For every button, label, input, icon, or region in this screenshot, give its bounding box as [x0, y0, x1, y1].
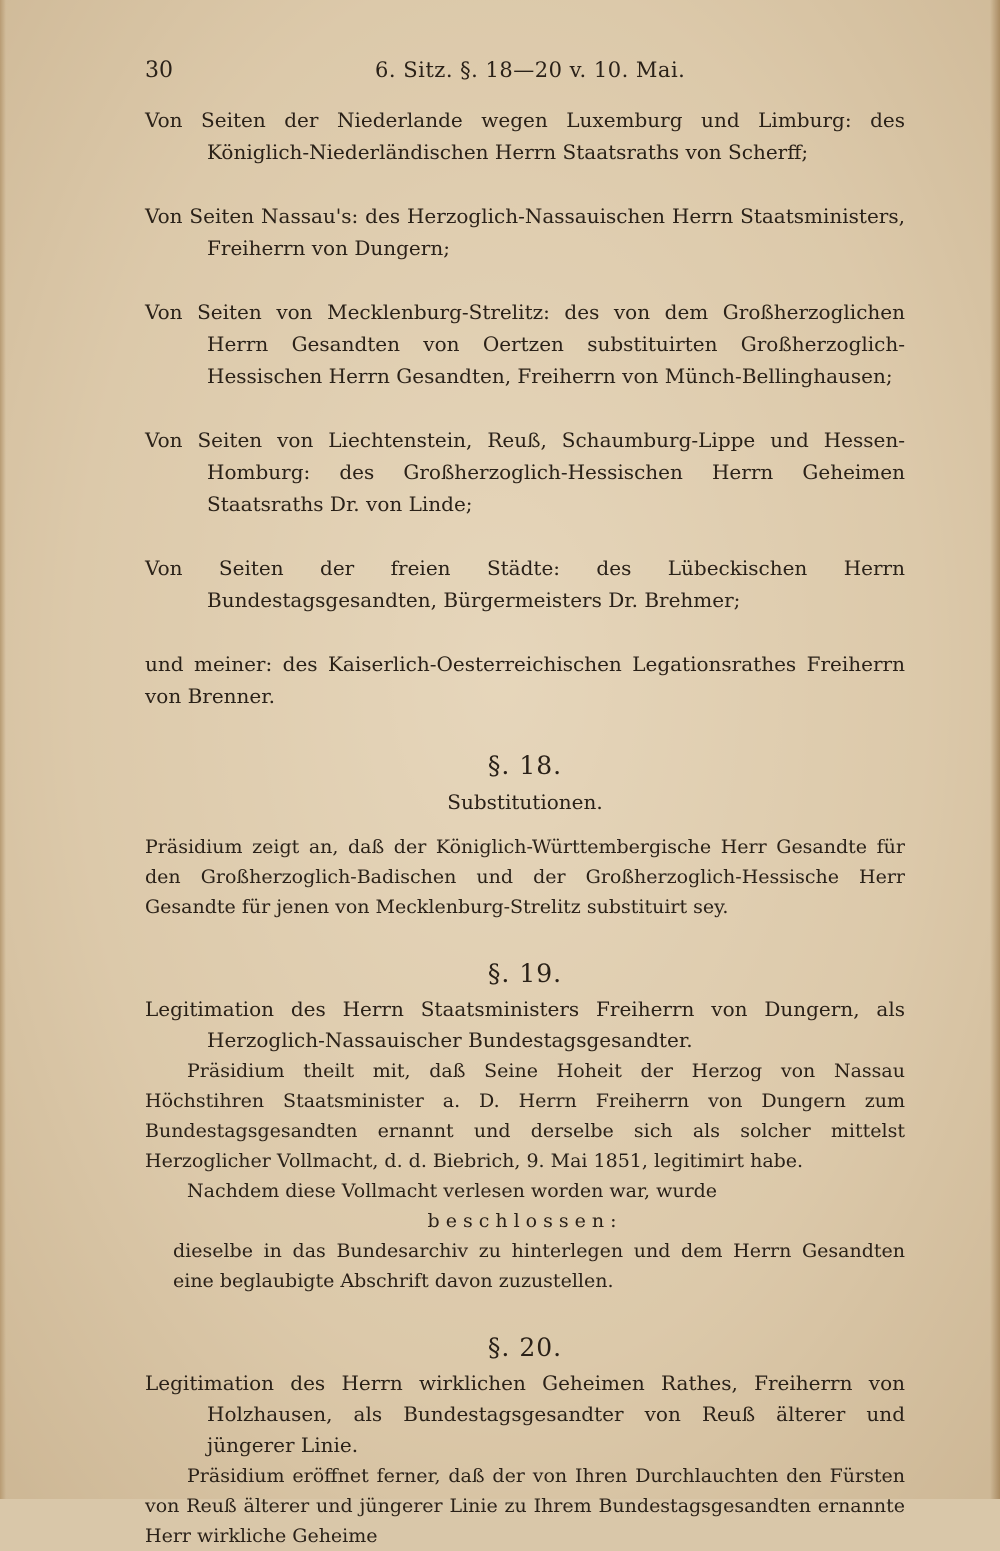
section-20-number: §. 20. — [487, 1333, 563, 1362]
delegation-paragraph: Von Seiten Nassau's: des Herzoglich-Nassauischen Herrn Staatsministers, Freiherrn von Dungern; — [145, 204, 905, 260]
section-19-heading: Legitimation des Herrn Staatsministers Freiherrn von Dungern, als Herzoglich-Nassauischer Bundestagsgesandter. — [145, 997, 905, 1052]
section-20-heading: Legitimation des Herrn wirklichen Geheimen Rathes, Freiherrn von Holzhausen, als Bundestagsgesandter von Reuß älterer und jüngerer Linie. — [145, 1371, 905, 1457]
delegation-paragraph: Von Seiten von Liechtenstein, Reuß, Schaumburg-Lippe und Hessen-Homburg: des Großherzoglich-Hessischen Herrn Geheimen Staatsraths Dr. von Linde; — [145, 428, 905, 516]
page-header — [145, 58, 905, 88]
delegation-paragraph: Von Seiten von Mecklenburg-Strelitz: des von dem Großherzoglichen Herrn Gesandten von Oertzen substituirten Großherzoglich-Hessischen Herrn Gesandten, Freiherrn von Münch-Bellinghausen; — [145, 300, 905, 388]
delegation-paragraph: Von Seiten der freien Städte: des Lübeckischen Herrn Bundestagsgesandten, Bürgermeisters Dr. Brehmer; — [145, 556, 905, 612]
section-19-resolution-label: beschlossen: — [427, 1210, 623, 1232]
section-18-title: Substitutionen. — [447, 790, 603, 814]
page-content — [145, 104, 905, 1551]
page-edge-right — [990, 0, 1000, 1499]
page-number: 30 — [145, 58, 173, 83]
section-18-number: §. 18. — [487, 751, 563, 780]
delegation-paragraph: und meiner: des Kaiserlich-Oesterreichischen Legationsrathes Freiherrn von Brenner. — [145, 652, 905, 708]
section-20-paragraph: Präsidium eröffnet ferner, daß der von Ihren Durchlauchten den Fürsten von Reuß älterer und jüngerer Linie zu Ihrem Bundestagsgesandten ernannte Herr wirkliche Geheime — [145, 1465, 905, 1547]
delegation-paragraph: Von Seiten der Niederlande wegen Luxemburg und Limburg: des Königlich-Niederländischen Herrn Staatsraths von Scherff; — [145, 108, 905, 164]
section-19-number: §. 19. — [487, 959, 563, 988]
section-18-text: Präsidium zeigt an, daß der Königlich-Württembergische Herr Gesandte für den Großherzoglich-Badischen und der Großherzoglich-Hessische Herr Gesandte für jenen von Mecklenburg-Strelitz substituirt sey. — [145, 836, 905, 918]
page-edge-left — [0, 0, 6, 1499]
running-head: 6. Sitz. §. 18—20 v. 10. Mai. — [375, 58, 686, 82]
section-19-paragraph: Präsidium theilt mit, daß Seine Hoheit der Herzog von Nassau Höchstihren Staatsminister a. D. Herrn Freiherrn von Dungern zum Bundestagsgesandten ernannt und derselbe sich als solcher mittelst Herzoglicher Vollmacht, d. d. Biebrich, 9. Mai 1851, legitimirt habe. — [145, 1060, 905, 1172]
section-19-paragraph: Nachdem diese Vollmacht verlesen worden war, wurde — [187, 1180, 718, 1202]
section-19-paragraph: dieselbe in das Bundesarchiv zu hinterlegen und dem Herrn Gesandten eine beglaubigte Abschrift davon zuzustellen. — [173, 1240, 905, 1292]
